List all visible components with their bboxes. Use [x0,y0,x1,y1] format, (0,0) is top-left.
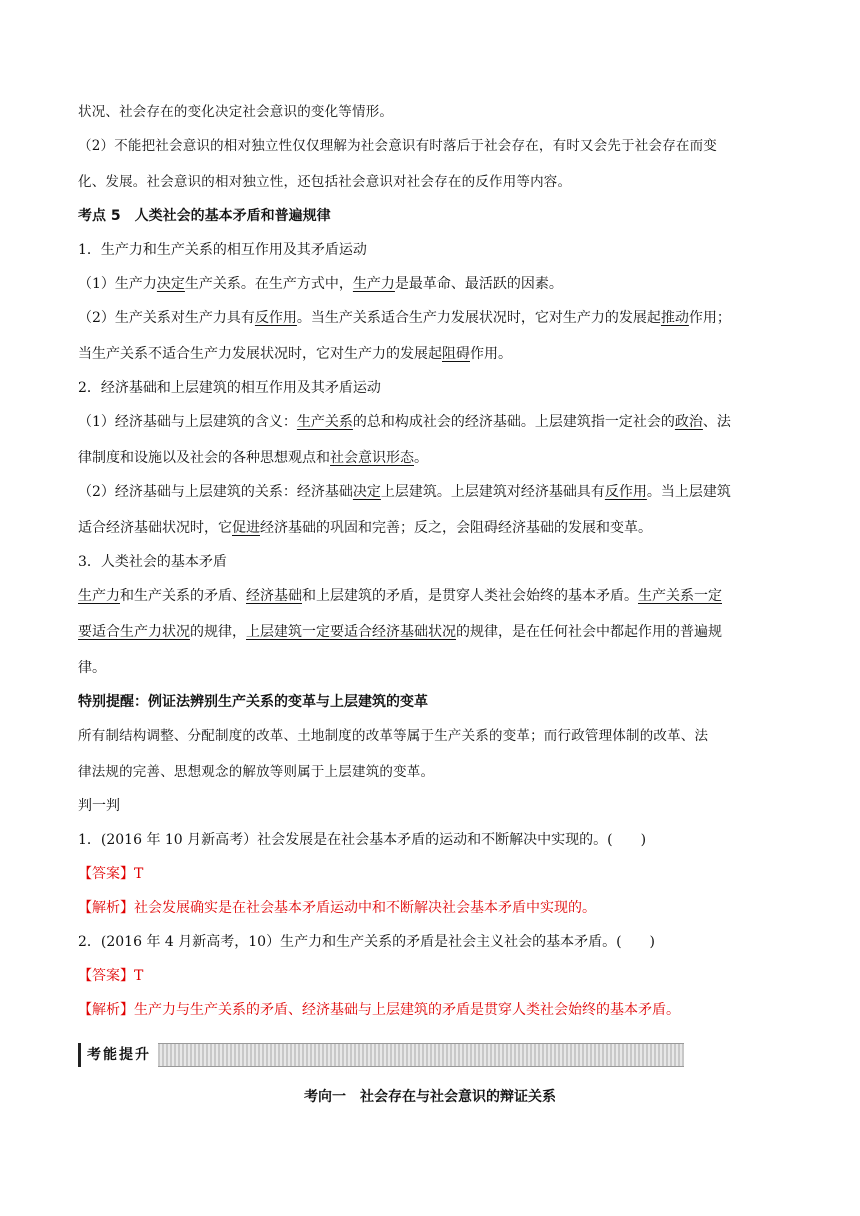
underlined-term: 决定 [352,484,381,500]
underlined-term: 生产关系一定 [638,588,722,604]
banner-label: 考能提升 [78,1043,156,1067]
subsection-2-point-1-line-1: （1）经济基础与上层建筑的含义：生产关系的总和构成社会的经济基础。上层建筑指一定社会的政治、法 [78,414,731,430]
underlined-term: 上层建筑一定要适合经济基础状况 [246,624,456,640]
underlined-term: 政治 [674,414,703,430]
subsection-3-title: 3．人类社会的基本矛盾 [78,554,227,570]
subsection-2-point-2-line-1: （2）经济基础与上层建筑的关系：经济基础决定上层建筑。上层建筑对经济基础具有反作用。当上层建筑 [78,484,731,500]
underlined-term: 生产力 [352,276,395,292]
paragraph-point-2-line-1: （2）不能把社会意识的相对独立性仅仅理解为社会意识有时落后于社会存在，有时又会先于社会存在而变 [78,138,717,154]
underlined-term: 经济基础 [246,588,302,604]
special-tip-line-2: 律法规的完善、思想观念的解放等则属于上层建筑的变革。 [78,764,435,780]
paragraph-point-2-line-2: 化、发展。社会意识的相对独立性，还包括社会意识对社会存在的反作用等内容。 [78,174,572,190]
underlined-term: 生产力 [78,588,120,604]
subsection-2-title: 2．经济基础和上层建筑的相互作用及其矛盾运动 [78,380,381,396]
subsection-1-point-2-line-1: （2）生产关系对生产力具有反作用。当生产关系适合生产力发展状况时，它对生产力的发展起推动作用； [78,310,731,326]
kaodian-5-heading: 考点 5 人类社会的基本矛盾和普遍规律 [78,208,331,224]
underlined-term: 促进 [232,520,260,536]
subsection-3-line-1: 生产力和生产关系的矛盾、经济基础和上层建筑的矛盾，是贯穿人类社会始终的基本矛盾。生产关系一定 [78,588,722,604]
paragraph-continuation: 状况、社会存在的变化决定社会意识的变化等情形。 [78,104,394,120]
subsection-2-point-1-line-2: 律制度和设施以及社会的各种思想观点和社会意识形态。 [78,450,428,466]
judge-heading: 判一判 [78,798,120,814]
subsection-1-point-1: （1）生产力决定生产关系。在生产方式中，生产力是最革命、最活跃的因素。 [78,276,563,292]
underlined-term: 反作用 [254,310,297,326]
special-tip-line-1: 所有制结构调整、分配制度的改革、土地制度的改革等属于生产关系的变革；而行政管理体制的改革、法 [78,728,709,744]
explanation-1: 【解析】社会发展确实是在社会基本矛盾运动中和不断解决社会基本矛盾中实现的。 [78,900,596,916]
banner-stripe-bar [158,1043,684,1067]
question-1: 1．(2016 年 10 月新高考）社会发展是在社会基本矛盾的运动和不断解决中实现的。( ) [78,832,647,848]
answer-2: 【答案】T [78,968,144,984]
underlined-term: 反作用 [604,484,647,500]
underlined-term: 要适合生产力状况 [78,624,190,640]
subsection-1-title: 1．生产力和生产关系的相互作用及其矛盾运动 [78,242,367,258]
explanation-2: 【解析】生产力与生产关系的矛盾、经济基础与上层建筑的矛盾是贯穿人类社会始终的基本矛盾。 [78,1002,680,1018]
section-banner [78,1043,684,1067]
subsection-2-point-2-line-2: 适合经济基础状况时，它促进经济基础的巩固和完善；反之，会阻碍经济基础的发展和变革。 [78,520,652,536]
underlined-term: 推动 [660,310,689,326]
subsection-3-line-3: 律。 [78,660,106,676]
underlined-term: 社会意识形态 [330,450,414,466]
subsection-1-point-2-line-2: 当生产关系不适合生产力发展状况时，它对生产力的发展起阻碍作用。 [78,346,512,362]
question-2: 2．(2016 年 4 月新高考，10）生产力和生产关系的矛盾是社会主义社会的基本矛盾。( ) [78,934,655,950]
subsection-3-line-2: 要适合生产力状况的规律，上层建筑一定要适合经济基础状况的规律，是在任何社会中都起作用的普遍规 [78,624,722,640]
section-title: 考向一 社会存在与社会意识的辩证关系 [304,1089,556,1105]
underlined-term: 生产关系 [296,414,353,430]
document-body [78,100,788,1022]
underlined-term: 决定 [156,276,185,292]
special-tip-heading: 特别提醒：例证法辨别生产关系的变革与上层建筑的变革 [78,694,428,710]
underlined-term: 阻碍 [442,346,470,362]
answer-1: 【答案】T [78,866,144,882]
